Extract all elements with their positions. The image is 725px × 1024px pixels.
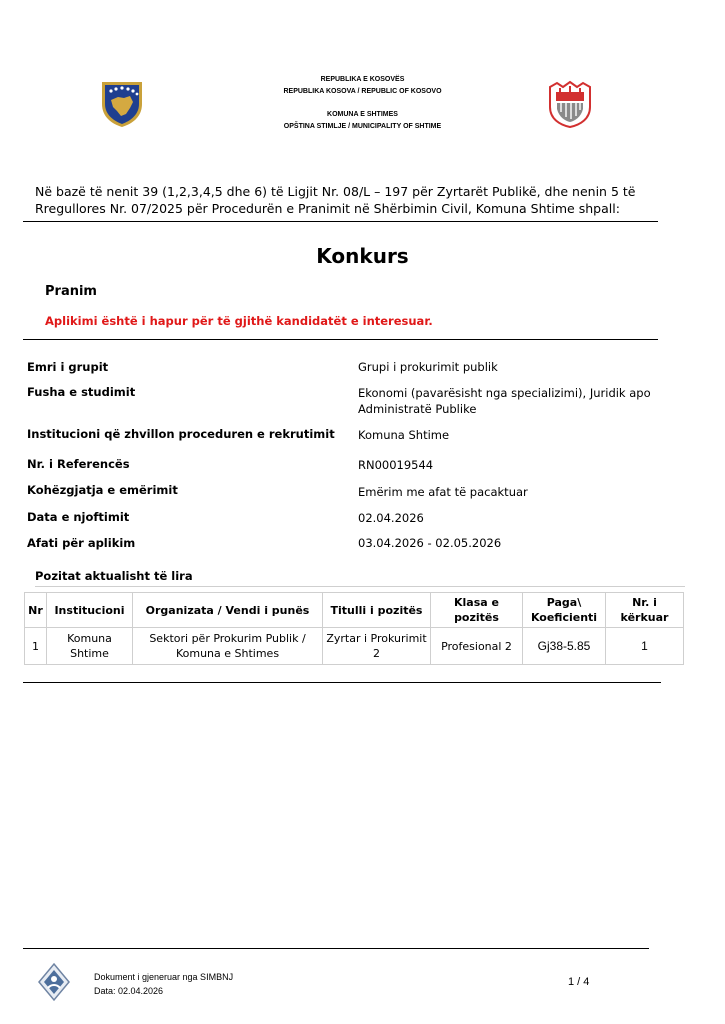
field-label-appointment-duration: Kohëzgjatja e emërimit <box>27 483 178 497</box>
field-label-field-of-study: Fusha e studimit <box>27 385 136 399</box>
header-line-3: KOMUNA E SHTIMES <box>327 111 398 118</box>
field-value-field-of-study: Ekonomi (pavarësisht nga specializimi), Juridik apo Administratë Publike <box>358 386 651 416</box>
column-header: Institucioni <box>47 593 133 628</box>
table-cell: 1 <box>606 628 684 665</box>
header-line-4: OPŠTINA STIMLJE / MUNICIPALITY OF SHTIME <box>283 123 442 130</box>
simbnj-logo-icon <box>36 962 72 1002</box>
field-label-notice-date: Data e njoftimit <box>27 510 130 524</box>
field-label-group-name: Emri i grupit <box>27 360 109 374</box>
column-header: Klasa e pozitës <box>431 593 523 628</box>
table-header-row <box>25 593 684 628</box>
footer-date: Data: 02.04.2026 <box>94 986 164 996</box>
section-title: Pozitat aktualisht të lira <box>35 569 193 583</box>
header-line-2: REPUBLIKA KOSOVA / REPUBLIC OF KOSOVO <box>283 88 442 95</box>
subtitle: Pranim <box>45 284 97 299</box>
column-header: Nr. i kërkuar <box>606 593 684 628</box>
table-cell: Gj38-5.85 <box>523 628 606 665</box>
field-value-group-name: Grupi i prokurimit publik <box>358 360 498 374</box>
divider <box>23 221 658 222</box>
field-value-application-deadline: 03.04.2026 - 02.05.2026 <box>358 536 502 550</box>
footer-generated: Dokument i gjeneruar nga SIMBNJ <box>94 972 234 982</box>
application-notice: Aplikimi është i hapur për të gjithë kandidatët e interesuar. <box>45 314 433 328</box>
table-row <box>25 628 684 665</box>
divider <box>23 682 661 683</box>
divider <box>23 948 649 949</box>
column-header: Organizata / Vendi i punës <box>133 593 323 628</box>
table-cell: 1 <box>25 628 47 665</box>
column-header: Nr <box>25 593 47 628</box>
header-line-1: REPUBLIKA E KOSOVËS <box>320 76 405 83</box>
field-label-application-deadline: Afati për aplikim <box>27 536 136 550</box>
intro-paragraph: Në bazë të nenit 39 (1,2,3,4,5 dhe 6) të Ligjit Nr. 08/L – 197 për Zyrtarët Publikë, dhe nenin 5 të Rregullores Nr. 07/2025 për Procedurën e Pranimit në Shërbimin Civil, Komuna Shtime shpall: <box>35 184 636 216</box>
column-header: Paga\ Koeficienti <box>523 593 606 628</box>
positions-table <box>24 592 684 665</box>
field-value-appointment-duration: Emërim me afat të pacaktuar <box>358 485 528 499</box>
shtime-municipality-emblem-icon <box>545 79 595 129</box>
page-title: Konkurs <box>316 244 409 268</box>
page-number: 1 / 4 <box>568 976 590 988</box>
table-cell: Zyrtar i Prokurimit 2 <box>323 628 431 665</box>
field-label-reference-number: Nr. i Referencës <box>27 457 130 471</box>
field-label-institution: Institucioni që zhvillon proceduren e rekrutimit <box>27 427 335 441</box>
footer-info <box>94 970 233 998</box>
table-cell: Komuna Shtime <box>47 628 133 665</box>
table-cell: Sektori për Prokurim Publik / Komuna e Shtimes <box>133 628 323 665</box>
column-header: Titulli i pozitës <box>323 593 431 628</box>
field-value-notice-date: 02.04.2026 <box>358 511 424 525</box>
field-value-institution: Komuna Shtime <box>358 428 450 442</box>
divider <box>23 339 658 340</box>
field-value-reference-number: RN00019544 <box>358 458 434 472</box>
table-cell: Profesional 2 <box>431 628 523 665</box>
divider <box>35 586 685 587</box>
